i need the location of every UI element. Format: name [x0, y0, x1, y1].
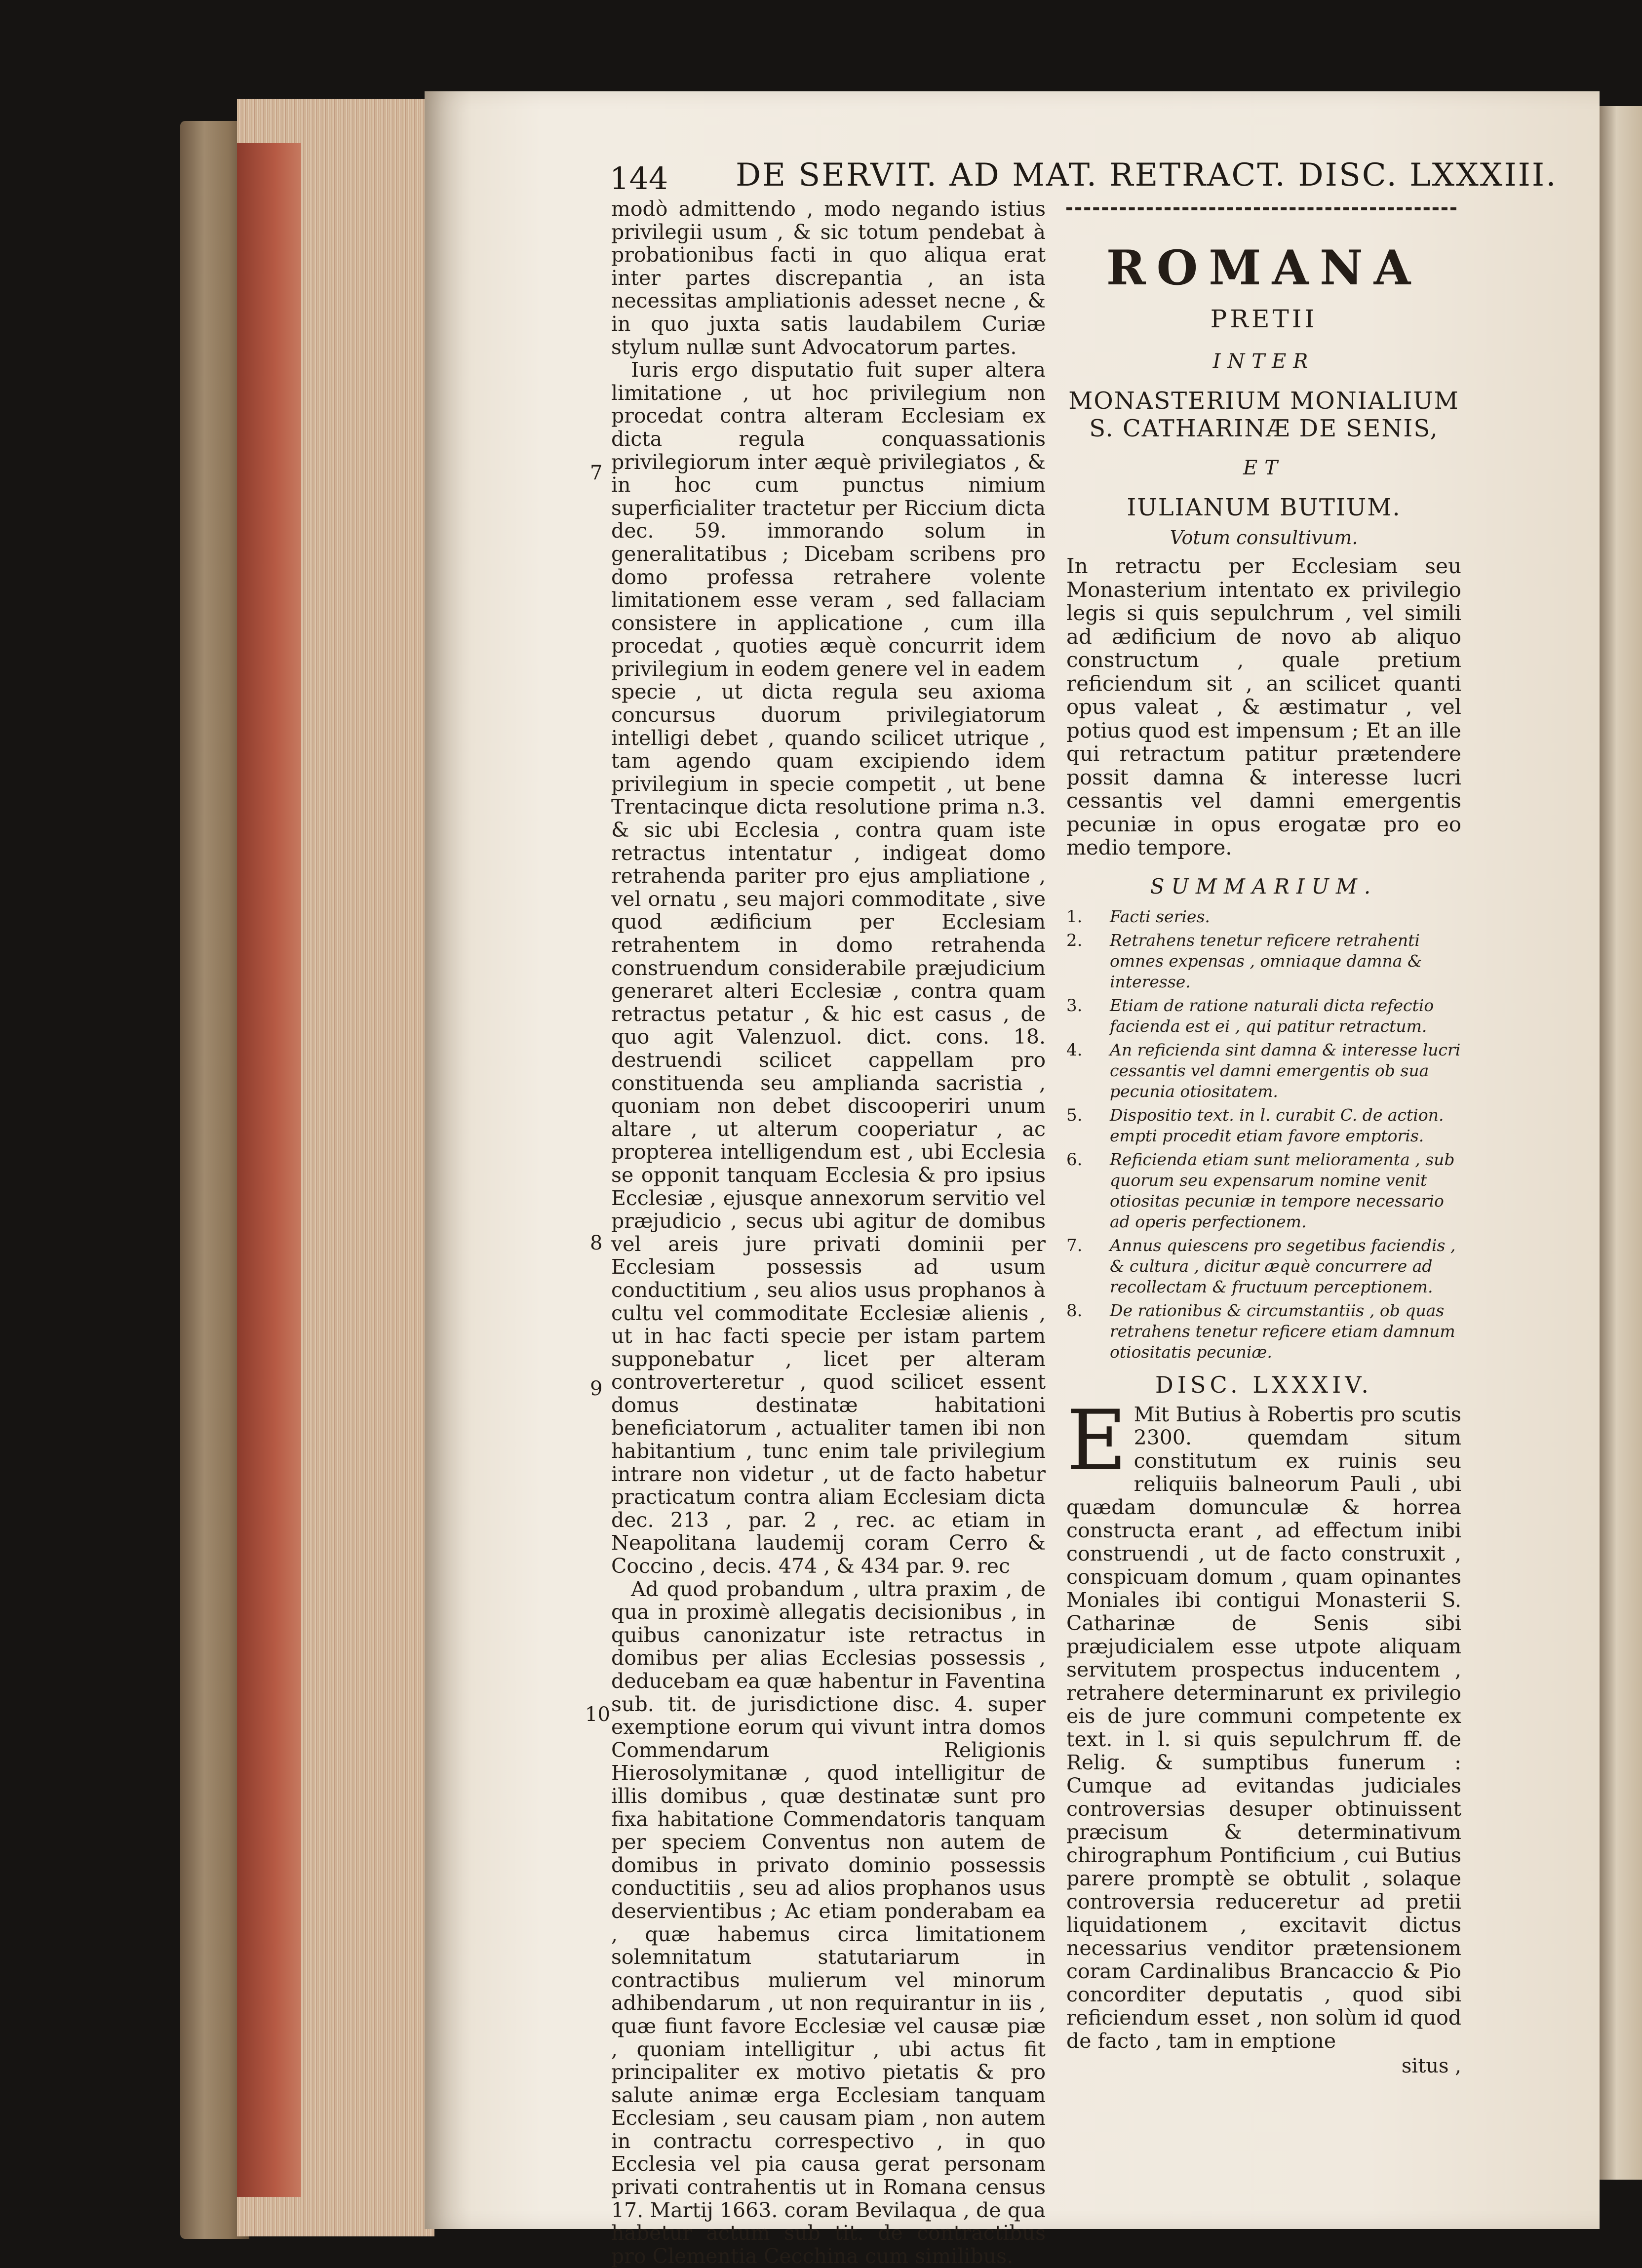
summarium-list	[1066, 906, 1461, 1363]
drop-cap: E	[1066, 1392, 1127, 1489]
catchword: situs ,	[1401, 2054, 1461, 2077]
case-title: ROMANA	[1106, 240, 1422, 296]
title-et: ET	[1243, 457, 1285, 479]
discourse-text: Mit Butius à Robertis pro scutis 2300. quemdam situm constitutum ex ruinis seu reliquiis balneorum Pauli , ubi quædam domunculæ & horrea constructa erant , ad effectum inibi construendi , ut de facto construxit , conspicuam domum , quam opinantes Moniales ibi contigui Monasterii S. Catharinæ de Senis sibi præjudicialem esse utpote aliquam servitutem prospectus inducentem , retrahere determinarunt ex privilegio eis de jure communi competente ex text. in l. si quis sepulchrum ff. de Relig. & sumptibus funerum : Cumque ad evitandas judiciales controversias desuper obtinuissent præcisum & determinativum chirographum Pontificium , cui Butius parere promptè se obtulit , solaque controversia reduceretur ad pretii liquidationem , excitavit dictus necessarius venditor prætensionem coram Cardinalibus Brancaccio & Pio concorditer deputatis , quod sibi reficiendum esset , non solùm id quod de facto , tam in emptione	[1066, 1402, 1461, 2053]
left-column	[611, 197, 1046, 2268]
summarium-item: 6. Reficienda etiam sunt melioramenta , sub quorum seu expensarum nomine venit otiositas pecuniæ in tempore necessario ad operis perfectionem.	[1066, 1149, 1455, 1231]
summarium-item: 7. Annus quiescens pro segetibus faciendis , & cultura , dicitur æquè concurrere ad recollectam & fructuum perceptionem.	[1066, 1235, 1456, 1296]
discourse-body	[1066, 1392, 1461, 2053]
summarium-item: 2. Retrahens tenetur reficere retrahenti omnes expensas , omniaque damna & interesse.	[1066, 930, 1422, 991]
party-one-line-2: S. CATHARINÆ DE SENIS,	[1089, 415, 1439, 442]
case-abstract: In retractu per Ecclesiam seu Monasterium intentato ex privilegio legis si quis sepulchrum , vel simili ad ædificium de novo ab aliquo constructum , quale pretium reficiendum sit , an scilicet quanti opus valeat , & æstimatur , vel potius quod est impensum ; Et an ille qui retractum patitur prætendere possit damna & interesse lucri cessantis vel damni emergentis pecuniæ in opus erogatæ pro eo medio tempore.	[1066, 554, 1461, 860]
summarium-item: 3. Etiam de ratione naturali dicta refectio facienda est ei , qui patitur retractum.	[1066, 995, 1434, 1036]
votum-label: Votum consultivum.	[1170, 527, 1358, 548]
summarium-item: 4. An reficienda sint damna & interesse lucri cessantis vel damni emergentis ob sua pecunia otiositatem.	[1066, 1040, 1461, 1101]
summarium-item: 5. Dispositio text. in l. curabit C. de action. empti procedit etiam favore emptoris.	[1066, 1105, 1444, 1145]
facing-page-edge	[1600, 106, 1642, 2180]
summarium-item: 1. Facti series.	[1066, 906, 1210, 927]
left-paragraph-3: Ad quod probandum , ultra praxim , de qua in proximè allegatis decisionibus , in quibus canonizatur iste retractus in domibus per alias Ecclesias possessis , deducebam ea quæ habentur in Faventina sub. tit. de jurisdictione disc. 4. super exemptione eorum qui vivunt intra domos Commendarum Religionis Hierosolymitanæ , quod intelligitur de illis domibus , quæ destinatæ sunt pro fixa habitatione Commendatoris tanquam per speciem Conventus non autem de domibus in privato dominio possessis conductitiis , seu ad alios prophanos usus deservientibus ; Ac etiam ponderabam ea , quæ habemus circa limitationem solemnitatum statutariarum in contractibus mulierum vel minorum adhibendarum , ut non requirantur in iis , quæ fiunt favore Ecclesiæ vel causæ piæ , quoniam intelligitur , ubi actus fit principaliter ex motivo pietatis & pro salute animæ erga Ecclesiam tanquam Ecclesiam , seu causam piam , non autem in contractu correspectivo , in quo Ecclesia vel pia causa gerat personam privati contrahentis ut in Romana census 17. Martij 1663. coram Bevilaqua , de qua habetur actum sub tit. de contractibus pro Clementia Cecchina cum similibus.	[611, 1577, 1046, 2268]
running-head: DE SERVIT. AD MAT. RETRACT. DISC. LXXXIII.	[736, 157, 1558, 194]
case-subtitle: PRETII	[1210, 305, 1318, 333]
margin-number-7: 7	[590, 462, 603, 484]
summarium-heading: SUMMARIUM.	[1150, 874, 1378, 899]
ornamental-rule	[1066, 207, 1456, 210]
page-number: 144	[610, 160, 668, 196]
title-inter: INTER	[1212, 350, 1315, 373]
margin-number-10: 10	[585, 1703, 610, 1726]
left-paragraph-1: modò admittendo , modo negando istius privilegii usum , & sic totum pendebat à probationibus facti in quo aliqua erat inter partes discrepantia , an ista necessitas ampliationis adesset necne , & in quo juxta satis laudabilem Curiæ stylum nullæ sunt Advocatorum partes.	[611, 197, 1046, 359]
margin-number-8: 8	[590, 1232, 603, 1254]
summarium-item: 8. De rationibus & circumstantiis , ob quas retrahens tenetur reficere etiam damnum otiositatis pecuniæ.	[1066, 1300, 1455, 1362]
discourse-heading: DISC. LXXXIV.	[1155, 1371, 1373, 1398]
page-edges	[237, 99, 434, 2236]
party-two: IULIANUM BUTIUM.	[1127, 494, 1401, 521]
right-column	[1066, 207, 1461, 2077]
party-one-line-1: MONASTERIUM MONIALIUM	[1068, 387, 1459, 415]
margin-number-9: 9	[590, 1377, 603, 1400]
left-paragraph-2: Iuris ergo disputatio fuit super altera limitatione , ut hoc privilegium non procedat contra alteram Ecclesiam ex dicta regula conquassationis privilegiorum inter æquè privilegiatos , & in hoc cum punctus nimium superficialiter tractetur per Riccium dicta dec. 59. immorando solum in generalitatibus ; Dicebam scribens pro domo professa retrahere volente limitationem esse veram , sed fallaciam consistere in applicatione , cum illa procedat , quoties æquè concurrit idem privilegium in eodem genere vel in eadem specie , ut dicta regula seu axioma concursus duorum privilegiatorum intelligi debet , quando scilicet utrique , tam agendo quam excipiendo idem privilegium in specie competit , ut bene Trentacinque dicta resolutione prima n.3. & sic ubi Ecclesia , contra quam iste retractus intentatur , indigeat domo retrahenda pariter pro ejus ampliatione , vel ornatu , seu majori commoditate , sive quod ædificium per Ecclesiam retrahentem in domo retrahenda construendum considerabile præjudicium generaret alteri Ecclesiæ , contra quam retractus petatur , & hic est casus , de quo agit Valenzuol. dict. cons. 18. destruendi scilicet cappellam pro constituenda seu amplianda sacristia , quoniam non debet discooperiri unum altare , ut alterum cooperiatur , ac propterea intelligendum est , ubi Ecclesia se opponit tanquam Ecclesia & pro ipsius Ecclesiæ , ejusque annexorum servitio vel præjudicio , secus ubi agitur de domibus vel areis jure privati dominii per Ecclesiam possessis ad usum conductitium , seu alios usus prophanos à cultu vel commoditate Ecclesiæ alienis , ut in hac facti specie per istam partem supponebatur , licet per alteram controverteretur , quod scilicet essent domus destinatæ habitationi beneficiatorum , actualiter tamen ibi non habitantium , tunc enim tale privilegium intrare non videtur , ut de facto habetur practicatum contra aliam Ecclesiam dicta dec. 213 , par. 2 , rec. ac etiam in Neapolitana laudemij coram Cerro & Coccino , decis. 474 , & 434 par. 9. rec	[611, 358, 1046, 1578]
